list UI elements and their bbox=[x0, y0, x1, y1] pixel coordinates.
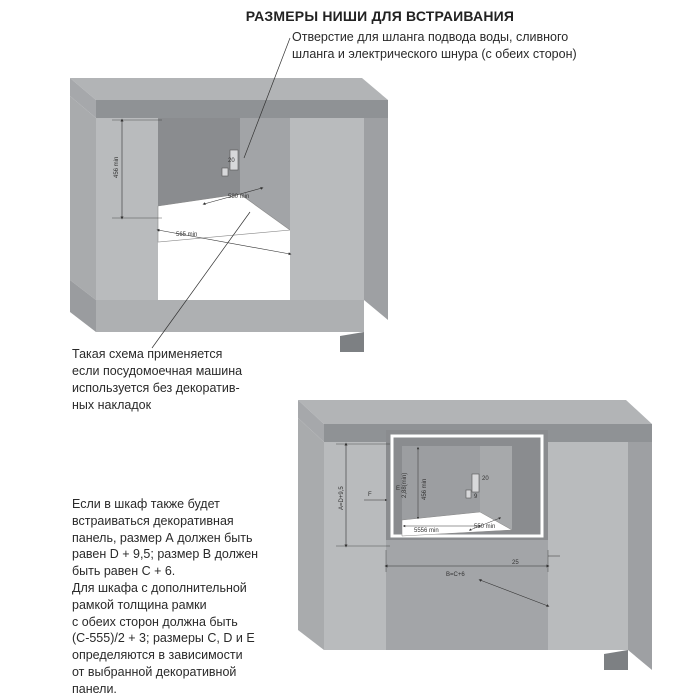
dim-right-label: 25 bbox=[512, 560, 519, 566]
dim-inner-width-label: 5556 min bbox=[414, 528, 439, 534]
note-line: если посудомоечная машина bbox=[72, 364, 243, 378]
note-line: Если в шкаф также будет bbox=[72, 497, 220, 511]
countertop-top bbox=[70, 78, 388, 100]
countertop-top bbox=[298, 400, 652, 424]
right-cabinet-front bbox=[290, 118, 364, 300]
dim-side-label: 20 bbox=[228, 158, 235, 164]
right-cabinet-front bbox=[548, 442, 628, 650]
note-line: Отверстие для шланга подвода воды, сливного bbox=[292, 30, 569, 44]
right-cabinet-side bbox=[628, 442, 652, 670]
note-line: определяются в зависимости bbox=[72, 648, 243, 663]
lower-panel bbox=[386, 540, 548, 650]
note-line: от выбранной декоративной bbox=[72, 664, 237, 679]
dim-e-label: E bbox=[396, 486, 401, 492]
niche-diagram-decor bbox=[298, 400, 652, 670]
note-line: встраиваться декоративная bbox=[72, 513, 234, 528]
hose-hole bbox=[472, 474, 479, 492]
left-cabinet-front bbox=[96, 118, 158, 300]
niche-diagram-plain bbox=[70, 38, 388, 352]
dim-width-label: 565 min bbox=[176, 232, 198, 238]
note-line: (С-555)/2 + 3; размеры С, D и Е bbox=[72, 631, 255, 646]
note-line: шланга и электрического шнура (с обеих сторон) bbox=[292, 47, 577, 61]
dim-f-label: F bbox=[368, 492, 372, 498]
right-cabinet-side bbox=[364, 118, 388, 320]
dim-small-label: 9 bbox=[474, 494, 478, 500]
plinth-shadow bbox=[604, 650, 628, 670]
note-line: быть равен С + 6. bbox=[72, 564, 176, 579]
dim-inner-depth-label: 550 min bbox=[474, 524, 496, 530]
note-line: Такая схема применяется bbox=[72, 347, 223, 361]
note-line: ных накладок bbox=[72, 398, 152, 412]
left-cabinet-side bbox=[298, 418, 324, 650]
countertop-edge bbox=[96, 100, 388, 118]
dim-side-label: 20 bbox=[482, 476, 489, 482]
page-title: РАЗМЕРЫ НИШИ ДЛЯ ВСТРАИВАНИЯ bbox=[245, 8, 515, 24]
dim-inner-height-label-2: 2,88(min) bbox=[402, 472, 408, 498]
hose-hole-small bbox=[466, 490, 471, 498]
plinth-front bbox=[96, 300, 364, 332]
dim-depth-label: 580 min bbox=[228, 194, 250, 200]
note-line: панель, размер А должен быть bbox=[72, 530, 253, 545]
dim-inner-height-label: 456 min bbox=[422, 478, 428, 500]
dim-height-label: 456 min bbox=[114, 156, 120, 178]
note-line: используется без декоратив- bbox=[72, 381, 240, 395]
note-line: рамкой толщина рамки bbox=[72, 597, 207, 612]
dim-b-label: B=C+6 bbox=[446, 572, 465, 578]
hose-hole-small bbox=[222, 168, 228, 176]
dim-a-label: A=D+9,5 bbox=[339, 486, 345, 510]
note-line: Для шкафа с дополнительной bbox=[72, 580, 247, 595]
plinth-shadow bbox=[340, 332, 364, 352]
note-line: панели. bbox=[72, 681, 117, 696]
note-line: равен D + 9,5; размер В должен bbox=[72, 547, 259, 562]
left-cabinet-side bbox=[70, 96, 96, 300]
note-line: с обеих сторон должна быть bbox=[72, 614, 238, 629]
